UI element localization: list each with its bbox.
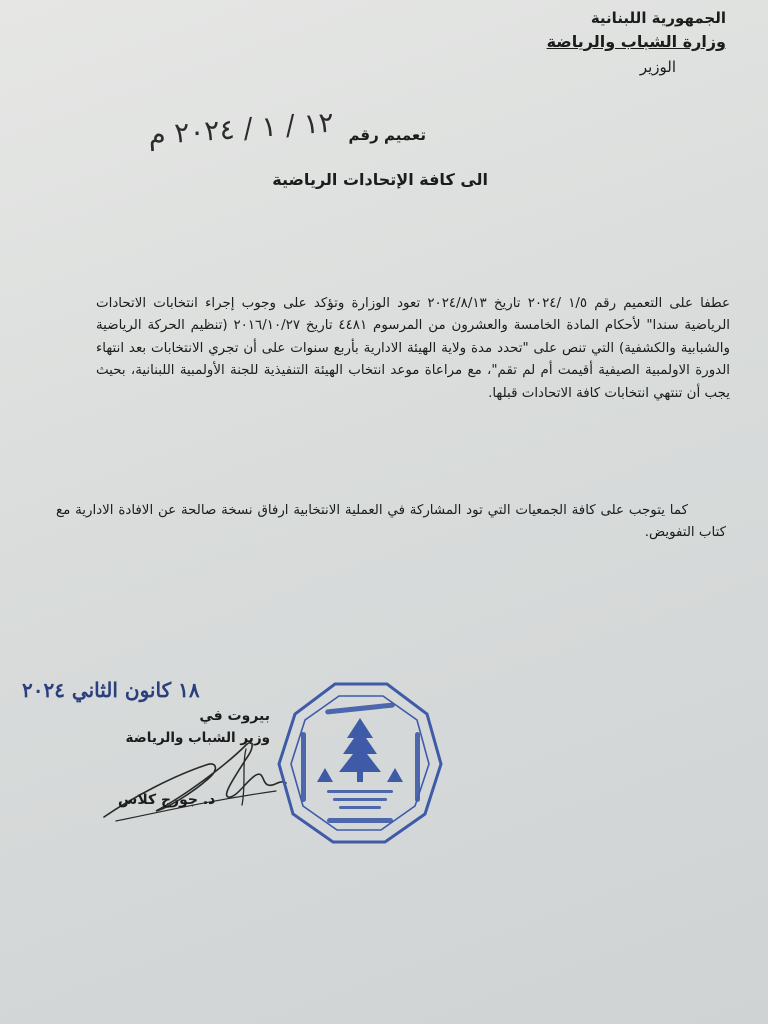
recipient-line: الى كافة الإتحادات الرياضية bbox=[272, 170, 488, 189]
signature-title: وزير الشباب والرياضة bbox=[125, 730, 270, 746]
handwritten-signature bbox=[96, 725, 296, 835]
date-stamp: ١٨ كانون الثاني ٢٠٢٤ bbox=[22, 678, 200, 702]
republic-name: الجمهورية اللبنانية bbox=[590, 9, 726, 27]
body-paragraph-2-wrapper bbox=[56, 500, 726, 545]
circular-label: تعميم رقم bbox=[348, 126, 426, 144]
ministry-seal bbox=[275, 678, 445, 848]
letterhead bbox=[547, 6, 726, 80]
body-paragraph-2: كما يتوجب على كافة الجمعيات التي تود المشاركة في العملية الانتخابية ارفاق نسخة صالحة عن الافادة الادارية مع كتاب التفويض. bbox=[56, 503, 726, 541]
ministry-name: وزارة الشباب والرياضة bbox=[546, 32, 726, 51]
signature-place: بيروت في bbox=[199, 708, 270, 724]
circular-number-handwritten: ١٢ / ١ / ٢٠٢٤ م bbox=[147, 105, 335, 152]
body-paragraph-1: عطفا على التعميم رقم ١/٥ /٢٠٢٤ تاريخ ٢٠٢٤/٨/١٣ تعود الوزارة وتؤكد على وجوب إجراء انتخابات الاتحادات الرياضية سندا" لأحكام المادة الخامسة والعشرون من المرسوم ٤٤٨١ تاريخ ٢٠١٦/١٠/٢٧ (تنظيم الحركة الرياضية والشبابية والكشفية) التي تنص على "تحدد مدة ولاية الهيئة الادارية بأربع سنوات على أن تجري الانتخابات بعد انتهاء الدورة الاولمبية الصيفية أقيمت أم لم تقم"، مع مراعاة موعد انتخاب الهيئة التنفيذية للجنة الأولمبية اللبنانية، بحيث يجب أن تنتهي انتخابات كافة الاتحادات قبلها. bbox=[96, 296, 730, 401]
signatory-name: د. جورج كلاس bbox=[118, 792, 216, 808]
office-name: الوزير bbox=[639, 58, 676, 76]
cedar-icon bbox=[339, 718, 381, 782]
